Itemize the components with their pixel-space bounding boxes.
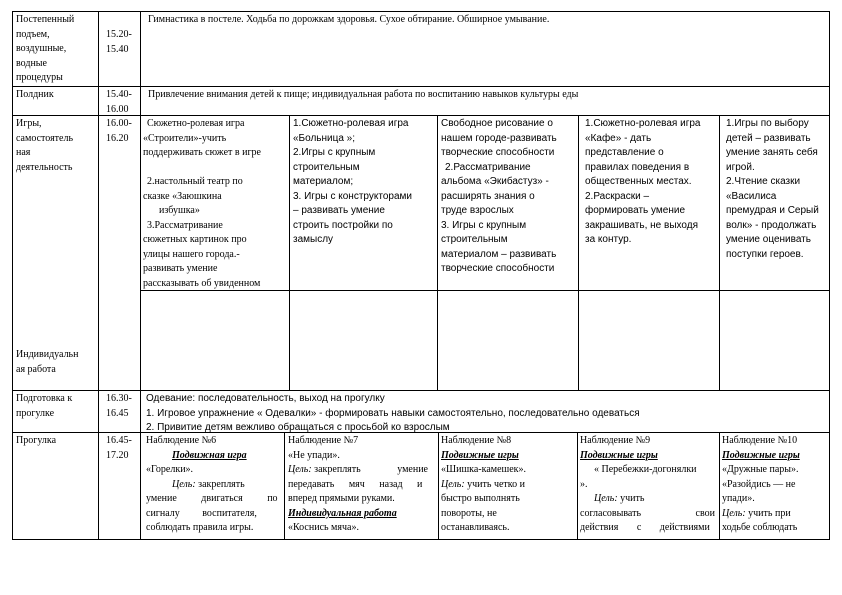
- walk-monday: Наблюдение №6 Подвижная игра «Горелки». Цель: закреплять умение двигаться по сигналу воспитателя, соблюдать правила игры.: [146, 435, 278, 533]
- wake-label: Постепенный подъем, воздушные, водные процедуры: [16, 14, 75, 83]
- games-monday: Сюжетно-ролевая игра «Строители»-учить поддерживать сюжет в игре 2.настольный театр по сказке «Заюшкина избушка» 3.Рассматривание сюжетных картинок про улицы нашего города.- развивать умение рассказывать об увиденном: [143, 118, 261, 289]
- games-label: Игры, самостоятель ная деятельность: [16, 118, 74, 173]
- wake-time: 15.20- 15.40: [106, 29, 132, 55]
- walk-time: 16.45- 17.20: [106, 435, 132, 461]
- wake-activities: Гимнастика в постеле. Ходьба по дорожкам здоровья. Сухое обтирание. Обширное умывание.: [148, 14, 550, 25]
- walk-tuesday: Наблюдение №7 «Не упади». Цель: закреплять умение передавать мяч назад и вперед прямыми руками. Индивидуальная работа «Коснись мяча».: [288, 435, 428, 533]
- individual-label: Индивидуальн ая работа: [16, 349, 79, 375]
- prep-label: Подготовка к прогулке: [16, 393, 73, 419]
- games-tuesday: 1.Сюжетно-ролевая игра «Больница »; 2.Игры с крупным строительным материалом; 3. Игры с конструкторами – развивать умение строить постройки по замыслу: [293, 118, 412, 245]
- walk-wednesday: Наблюдение №8 Подвижные игры «Шишка-камешек». Цель: учить четко и быстро выполнять повороты, не останавливаясь.: [441, 435, 527, 533]
- snack-activities: Привлечение внимания детей к пище; индивидуальная работа по воспитанию навыков культуры еды: [148, 89, 579, 100]
- walk-label: Прогулка: [16, 435, 57, 446]
- games-friday: 1.Игры по выбору детей – развивать умение занять себя игрой. 2.Чтение сказки «Василиса премудрая и Серый волк» - продолжать умение оценивать поступки героев.: [726, 118, 819, 260]
- games-thursday: 1.Сюжетно-ролевая игра «Кафе» - дать представление о правилах поведения в общественных местах. 2.Раскраски – формировать умение закрашивать, не выходя за контур.: [585, 118, 701, 245]
- walk-friday: Наблюдение №10 Подвижные игры «Дружные пары». «Разойдись — не упади». Цель: учить при ходьбе соблюдать: [722, 435, 800, 533]
- prep-activities: Одевание: последовательность, выход на прогулку 1. Игровое упражнение « Одевалки» - формировать навыки самостоятельно, последовательно одеваться 2. Привитие детям вежливо обращаться с просьбой ко взрослым: [146, 393, 640, 433]
- games-time: 16.00- 16.20: [106, 118, 132, 144]
- prep-time: 16.30- 16.45: [106, 393, 132, 419]
- walk-thursday: Наблюдение №9 Подвижные игры « Перебежки-догонялки ». Цель: учить согласовывать свои действия с действиями: [580, 435, 715, 533]
- games-wednesday: Свободное рисование о нашем городе-развивать творческие способности 2.Рассматривание альбома «Экибастуз» - расширять знания о труде взрослых 3. Игры с крупным строительным материалом – развивать творческие способности: [441, 118, 557, 274]
- snack-label: Полдник: [16, 89, 54, 100]
- snack-time: 15.40- 16.00: [106, 89, 132, 115]
